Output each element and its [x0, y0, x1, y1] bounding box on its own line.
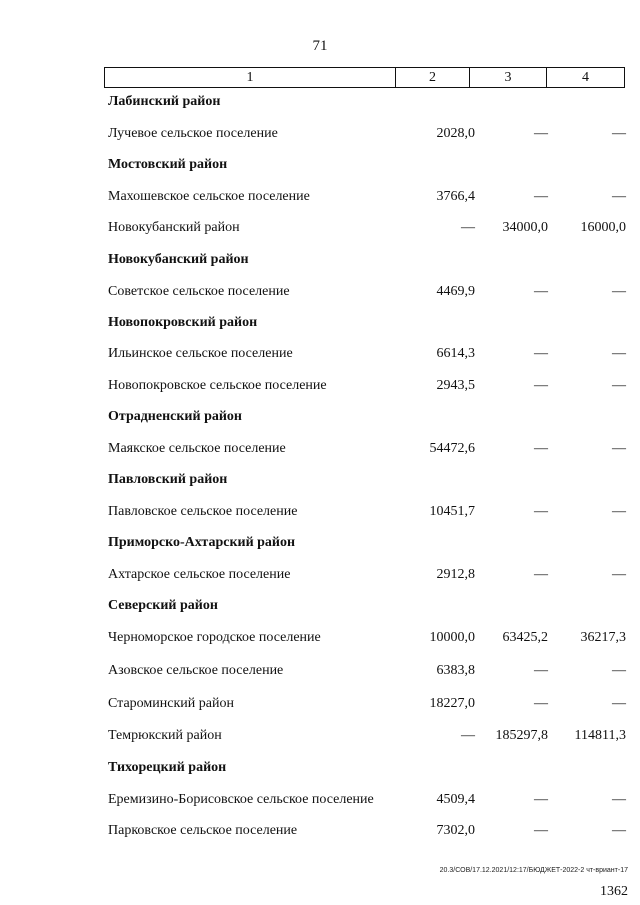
region-heading-row [0, 470, 640, 490]
row-name: Черноморское городское поселение [108, 630, 321, 645]
row-name: Новопокровское сельское поселение [108, 378, 327, 393]
row-name: Азовское сельское поселение [108, 663, 284, 678]
table-row [0, 439, 640, 459]
cell-v2: — [461, 728, 475, 743]
cell-v3: — [534, 189, 548, 204]
row-name: Маякское сельское поселение [108, 441, 286, 456]
cell-v2: 7302,0 [436, 823, 475, 838]
cell-v2: 3766,4 [436, 189, 475, 204]
cell-v2: 2912,8 [436, 567, 475, 582]
cell-v4: 114811,3 [574, 728, 626, 743]
cell-v2: 2943,5 [436, 378, 475, 393]
header-col-4: 4 [582, 70, 589, 85]
cell-v4: — [612, 346, 626, 361]
cell-v2: 2028,0 [436, 126, 475, 141]
cell-v3: — [534, 441, 548, 456]
cell-v3: — [534, 696, 548, 711]
cell-v2: 4469,9 [436, 284, 475, 299]
table-row [0, 124, 640, 144]
region-name: Отрадненский район [108, 409, 242, 424]
cell-v4: — [612, 823, 626, 838]
cell-v3: — [534, 346, 548, 361]
region-heading-row [0, 407, 640, 427]
cell-v4: 36217,3 [580, 630, 626, 645]
cell-v2: 10000,0 [429, 630, 475, 645]
table-row [0, 628, 640, 648]
cell-v4: — [612, 696, 626, 711]
region-name: Павловский район [108, 472, 228, 487]
row-name: Еремизино-Борисовское сельское поселение [108, 792, 374, 807]
cell-v4: — [612, 189, 626, 204]
table-row [0, 790, 640, 810]
region-name: Новопокровский район [108, 315, 258, 330]
region-heading-row [0, 250, 640, 270]
row-name: Новокубанский район [108, 220, 240, 235]
cell-v2: 10451,7 [429, 504, 475, 519]
cell-v4: — [612, 126, 626, 141]
region-heading-row [0, 533, 640, 553]
cell-v3: — [534, 126, 548, 141]
cell-v2: 4509,4 [436, 792, 475, 807]
cell-v2: 18227,0 [429, 696, 475, 711]
table-row [0, 187, 640, 207]
table-row [0, 661, 640, 681]
header-col-1: 1 [105, 68, 396, 87]
cell-v2: 54472,6 [429, 441, 475, 456]
region-heading-row [0, 313, 640, 333]
table-row [0, 694, 640, 714]
cell-v3: 34000,0 [502, 220, 548, 235]
cell-v4: — [612, 441, 626, 456]
table-row [0, 726, 640, 746]
region-name: Приморско-Ахтарский район [108, 535, 296, 550]
row-name: Ахтарское сельское поселение [108, 567, 291, 582]
region-heading-row [0, 92, 640, 112]
cell-v3: — [534, 792, 548, 807]
table-row [0, 565, 640, 585]
cell-v3: — [534, 284, 548, 299]
cell-v3: — [534, 504, 548, 519]
cell-v3: 185297,8 [495, 728, 548, 743]
cell-v2: — [461, 220, 475, 235]
table-row [0, 376, 640, 396]
cell-v3: — [534, 378, 548, 393]
sheet-number: 1362 [600, 884, 628, 899]
header-col-3: 3 [470, 68, 547, 87]
footer-code: 20.3/СОВ/17.12.2021/12:17/БЮДЖЕТ-2022-2 чт-вриант-17 [439, 867, 628, 874]
cell-v4: — [612, 284, 626, 299]
cell-v3: 63425,2 [502, 630, 548, 645]
region-name: Мостовский район [108, 157, 228, 172]
header-col-2: 2 [396, 68, 470, 87]
cell-v2: 6383,8 [436, 663, 475, 678]
row-name: Лучевое сельское поселение [108, 126, 278, 141]
cell-v4: — [612, 504, 626, 519]
cell-v3: — [534, 663, 548, 678]
row-name: Темрюкский район [108, 728, 222, 743]
row-name: Парковское сельское поселение [108, 823, 298, 838]
row-name: Павловское сельское поселение [108, 504, 298, 519]
cell-v4: — [612, 378, 626, 393]
cell-v2: 6614,3 [436, 346, 475, 361]
region-name: Тихорецкий район [108, 760, 227, 775]
table-row [0, 282, 640, 302]
page-number: 71 [312, 38, 328, 54]
cell-v4: — [612, 792, 626, 807]
cell-v4: — [612, 567, 626, 582]
region-name: Новокубанский район [108, 252, 249, 267]
region-heading-row [0, 758, 640, 778]
row-name: Ильинское сельское поселение [108, 346, 293, 361]
row-name: Советское сельское поселение [108, 284, 290, 299]
cell-v4: — [612, 663, 626, 678]
region-heading-row [0, 596, 640, 616]
region-name: Северский район [108, 598, 218, 613]
table-row [0, 821, 640, 841]
cell-v3: — [534, 823, 548, 838]
table-header [104, 67, 625, 88]
table-row [0, 344, 640, 364]
row-name: Махошевское сельское поселение [108, 189, 310, 204]
region-name: Лабинский район [108, 94, 221, 109]
table-row [0, 502, 640, 522]
cell-v3: — [534, 567, 548, 582]
table-row [0, 218, 640, 238]
cell-v4: 16000,0 [580, 220, 626, 235]
row-name: Староминский район [108, 696, 234, 711]
region-heading-row [0, 155, 640, 175]
